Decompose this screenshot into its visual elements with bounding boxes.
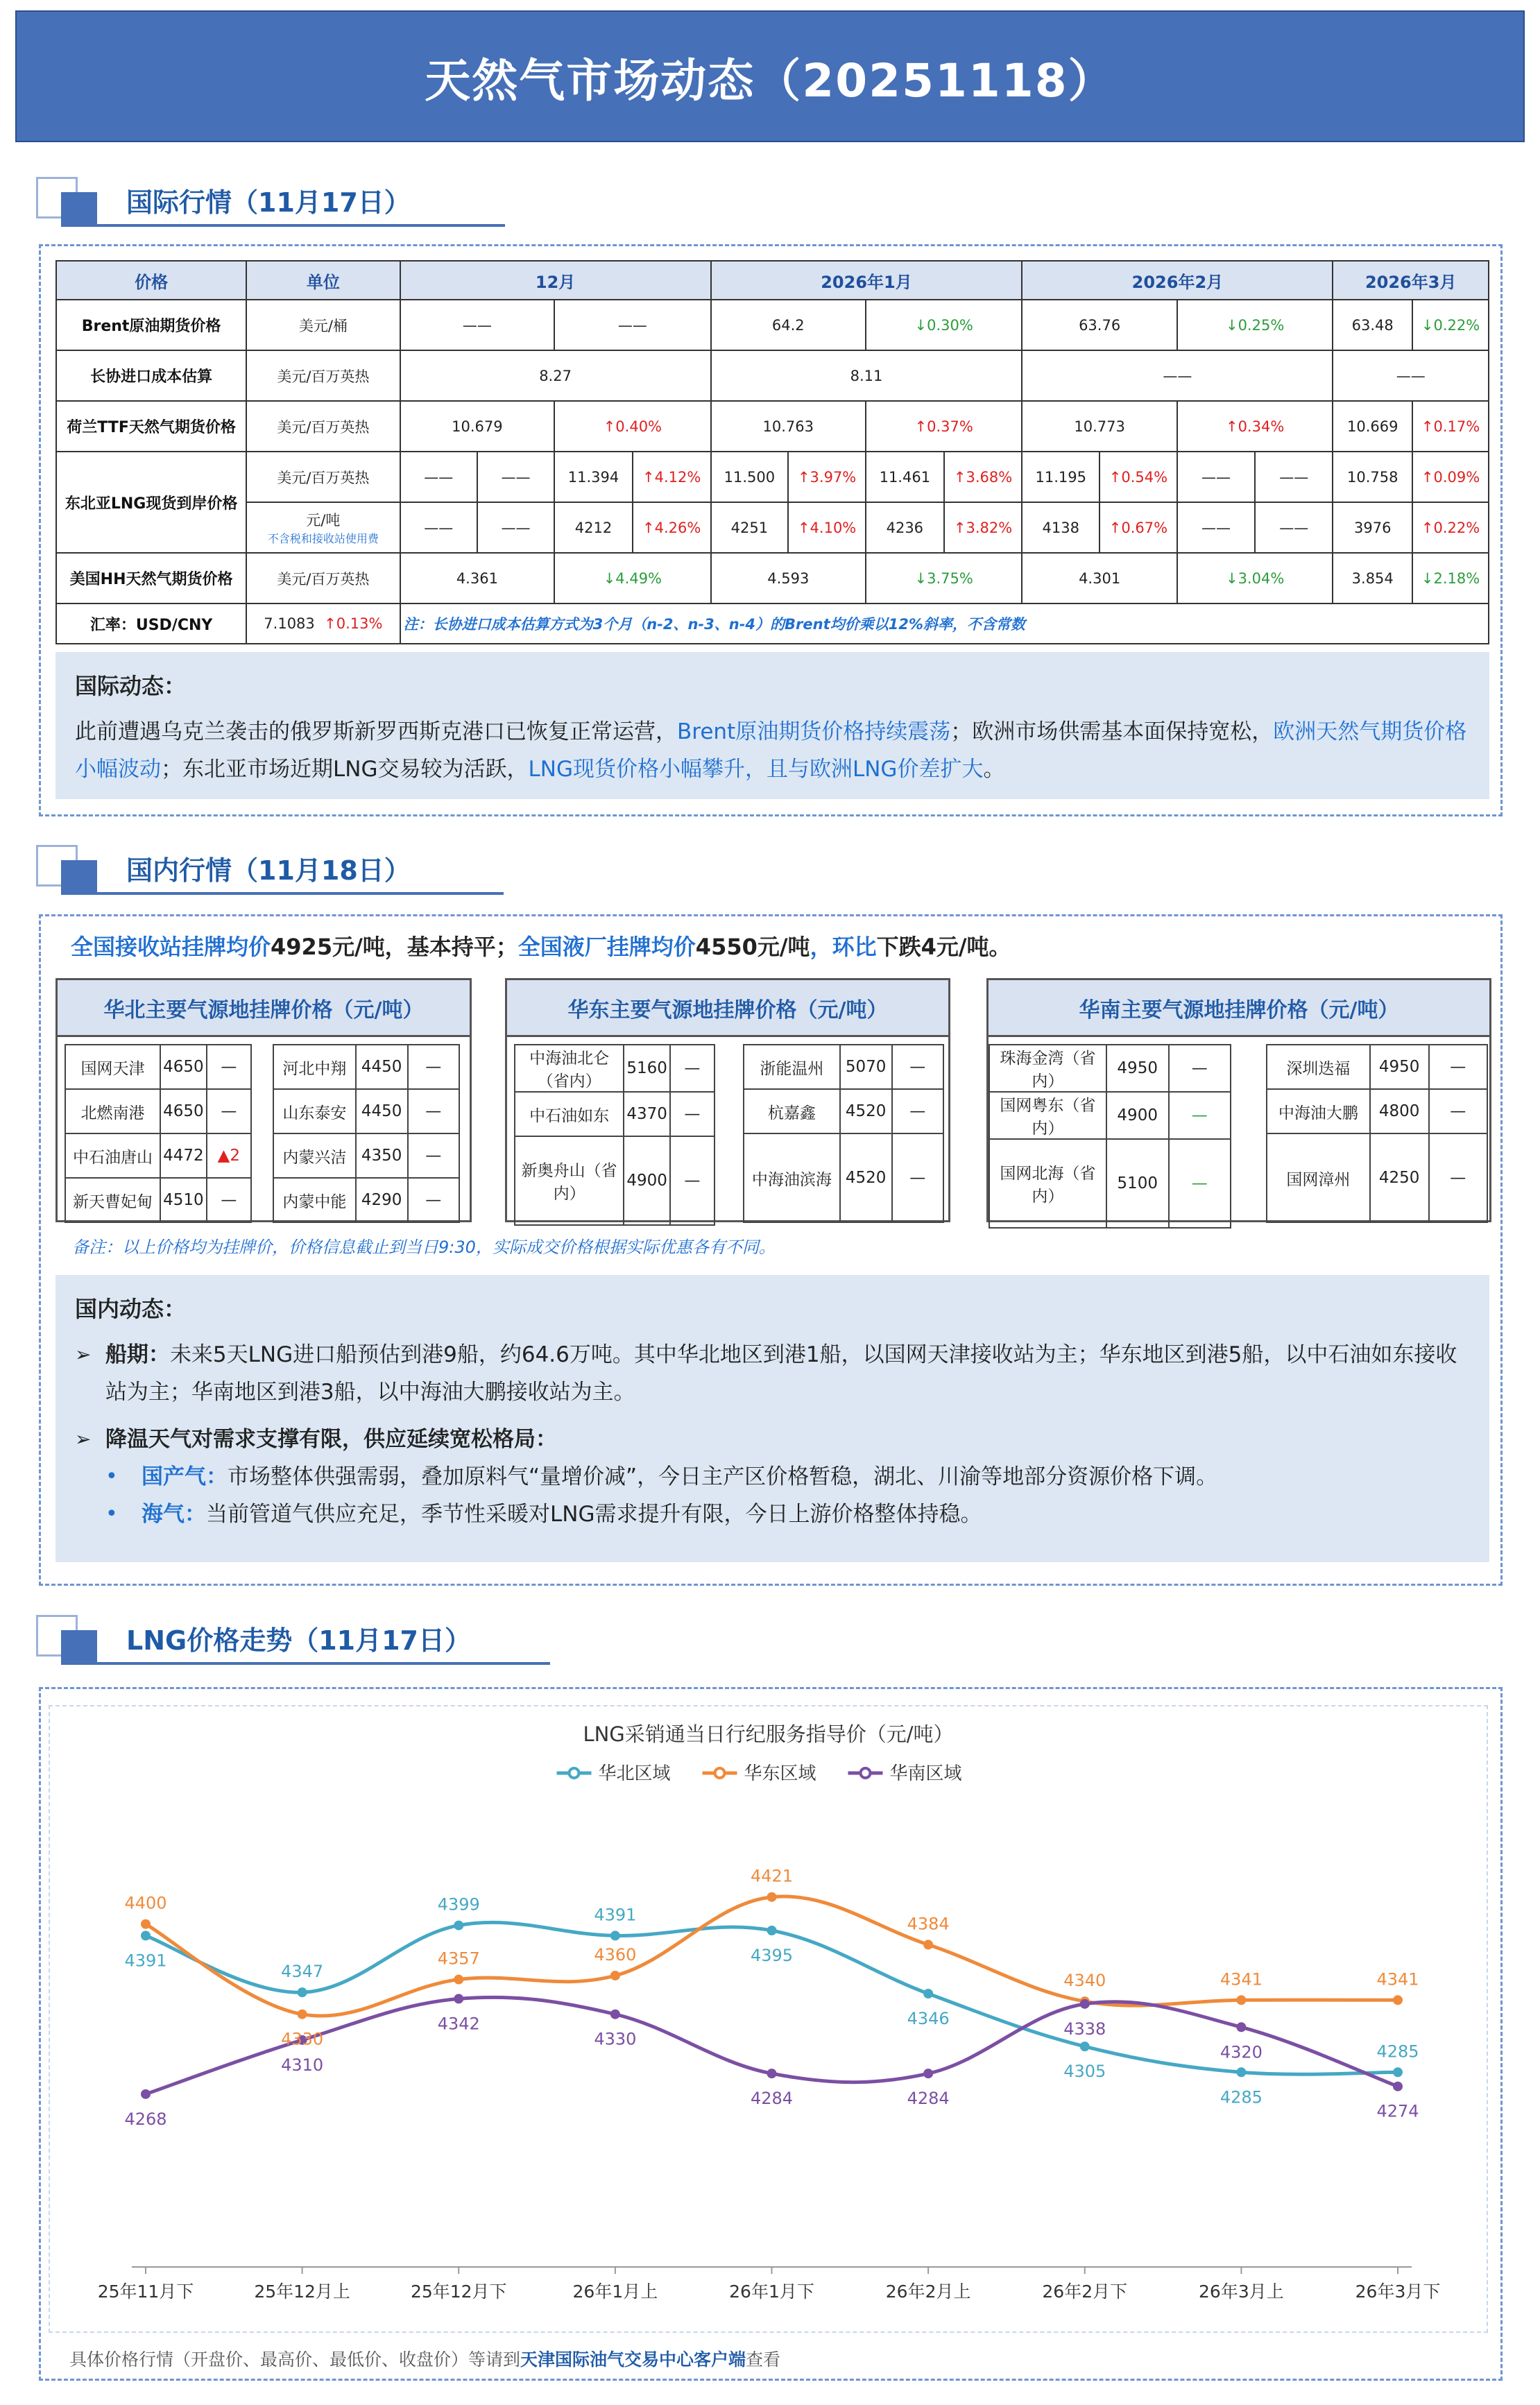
cell: ↑3.97% — [788, 452, 866, 502]
table-row: 新奥舟山（省内） 4900 — — [515, 1136, 715, 1225]
section-header-domestic — [36, 845, 480, 893]
cell: ↓0.25% — [1177, 300, 1333, 350]
cell: 10.669 — [1333, 401, 1412, 452]
row-unit: 元/吨 不含税和接收站使用费 — [246, 502, 400, 553]
row-unit: 美元/百万英热 — [246, 452, 400, 502]
cell: 4212 — [554, 502, 633, 553]
dot-bullet-icon: • — [105, 1502, 118, 1526]
row-unit: 美元/桶 — [246, 300, 400, 350]
data-label: 4285 — [1376, 2042, 1419, 2062]
region-south-table-left — [989, 1044, 1231, 1229]
region-east-panel — [505, 978, 950, 1222]
data-point — [1080, 1999, 1090, 2009]
data-label: 4320 — [1220, 2042, 1263, 2062]
col-header-feb: 2026年2月 — [1022, 261, 1333, 300]
data-label: 4341 — [1220, 1969, 1263, 1989]
section-title-intl: 国际行情（11月17日） — [126, 187, 411, 218]
table-row: 中海油北仑（省内） 5160 — — [515, 1045, 715, 1092]
series-line-2 — [146, 1997, 1398, 2094]
data-point — [923, 1989, 933, 1999]
data-label: 4268 — [124, 2109, 167, 2129]
row-label: 荷兰TTF天然气期货价格 — [56, 401, 246, 452]
cell: ↓2.18% — [1412, 553, 1489, 604]
data-label: 4340 — [1063, 1971, 1106, 1991]
section-header-trend — [36, 1615, 549, 1663]
lng-price-chart — [49, 1705, 1488, 2333]
data-label: 4346 — [907, 2009, 950, 2028]
data-point — [454, 1975, 463, 1985]
row-label: 美国HH天然气期货价格 — [56, 553, 246, 604]
data-point — [923, 2069, 933, 2078]
region-east-table-right — [743, 1044, 944, 1223]
data-label: 4360 — [594, 1945, 637, 1965]
cell: 63.48 — [1333, 300, 1412, 350]
col-header-unit: 单位 — [246, 261, 400, 300]
table-row — [56, 553, 1489, 604]
cell: 10.773 — [1022, 401, 1177, 452]
table-row — [56, 300, 1489, 350]
region-north-panel — [55, 978, 472, 1222]
data-label: 4347 — [281, 1962, 324, 1982]
table-row: 浙能温州 5070 — — [744, 1045, 943, 1089]
col-header-dec: 12月 — [400, 261, 711, 300]
cell: ↑4.10% — [788, 502, 866, 553]
table-row — [56, 350, 1489, 401]
legend-marker-2 — [861, 1768, 871, 1778]
cell: —— — [1177, 452, 1255, 502]
cell: —— — [477, 502, 554, 553]
row-unit: 美元/百万英热 — [246, 553, 400, 604]
data-point — [1236, 1995, 1246, 2005]
row-unit: 美元/百万英热 — [246, 350, 400, 401]
table-row: 国网北海（省内） 5100 — — [989, 1139, 1231, 1228]
data-label: 4310 — [281, 2055, 324, 2075]
data-label: 4285 — [1220, 2087, 1263, 2107]
cell: 4.593 — [711, 553, 866, 604]
table-row: 国网粤东（省内） 4900 — — [989, 1092, 1231, 1139]
region-south-table-right — [1266, 1044, 1488, 1223]
table-row — [56, 502, 1489, 553]
table-row: 国网漳州 4250 — — [1267, 1133, 1487, 1222]
table-row: 珠海金湾（省内） 4950 — — [989, 1045, 1231, 1092]
data-point — [141, 1919, 151, 1929]
region-south-title: 华南主要气源地挂牌价格（元/吨） — [989, 980, 1489, 1037]
cell: ↑3.82% — [944, 502, 1023, 553]
data-label: 4399 — [437, 1894, 480, 1915]
cell: 10.758 — [1333, 452, 1412, 502]
data-label: 4305 — [1063, 2062, 1106, 2082]
data-point — [767, 1926, 777, 1935]
data-point — [767, 2069, 777, 2078]
cell: 4138 — [1022, 502, 1100, 553]
page-title-bar — [15, 10, 1525, 142]
table-row: 内蒙兴洁 4350 — — [273, 1133, 459, 1178]
data-label: 4284 — [750, 2089, 794, 2109]
col-header-price: 价格 — [56, 261, 246, 300]
cell: 63.76 — [1022, 300, 1177, 350]
data-point — [1393, 1995, 1403, 2005]
fx-label: 汇率：USD/CNY — [56, 604, 246, 644]
cell: ↑0.40% — [554, 401, 710, 452]
cell: ↑0.34% — [1177, 401, 1333, 452]
cell: —— — [400, 300, 555, 350]
table-row: 中海油滨海 4520 — — [744, 1133, 943, 1222]
section-title-trend: LNG价格走势（11月17日） — [126, 1625, 471, 1656]
cell: ↓4.49% — [554, 553, 710, 604]
cell: —— — [1333, 350, 1489, 401]
cell: 8.27 — [400, 350, 711, 401]
domestic-news-heading: 国内动态： — [75, 1296, 187, 1322]
row-label: Brent原油期货价格 — [56, 300, 246, 350]
cell: 3.854 — [1333, 553, 1412, 604]
row-unit: 美元/百万英热 — [246, 401, 400, 452]
arrow-bullet-icon: ➢ — [75, 1428, 92, 1450]
cell: ↓0.30% — [866, 300, 1022, 350]
data-point — [454, 1921, 463, 1931]
fx-note: 注：长协进口成本估算方式为3个月（n-2、n-3、n-4）的Brent均价乘以12%斜率，不含常数 — [400, 604, 1489, 644]
intl-table-header — [56, 261, 1489, 300]
table-row: 中石油唐山 4472 ▲2 — [65, 1133, 251, 1178]
section-header-intl — [36, 177, 480, 225]
cell: 11.461 — [866, 452, 944, 502]
table-row: 新天曹妃甸 4510 — — [65, 1178, 251, 1222]
region-north-table-left — [65, 1044, 252, 1223]
x-tick-label: 26年1月下 — [729, 2282, 814, 2302]
region-north-table-right — [273, 1044, 460, 1223]
x-tick-label: 26年3月下 — [1355, 2282, 1441, 2302]
cell: 4.301 — [1022, 553, 1177, 604]
x-tick-label: 26年1月上 — [572, 2282, 658, 2302]
domestic-news-panel — [55, 1275, 1489, 1562]
region-north-title: 华北主要气源地挂牌价格（元/吨） — [58, 980, 470, 1037]
data-point — [1080, 2042, 1090, 2051]
region-east-table-left — [514, 1044, 715, 1226]
cell: ↑0.17% — [1412, 401, 1489, 452]
region-south-panel — [986, 978, 1491, 1222]
cell: 11.195 — [1022, 452, 1100, 502]
data-point — [141, 1931, 151, 1940]
data-point — [767, 1892, 777, 1902]
cell: 3976 — [1333, 502, 1412, 553]
section-title-domestic: 国内行情（11月18日） — [126, 855, 411, 886]
cell: ↓3.75% — [866, 553, 1022, 604]
table-row: 杭嘉鑫 4520 — — [744, 1089, 943, 1133]
cell: 4236 — [866, 502, 944, 553]
region-east-title: 华东主要气源地挂牌价格（元/吨） — [507, 980, 948, 1037]
table-row: 国网天津 4650 — — [65, 1045, 251, 1089]
data-point — [298, 1987, 307, 1997]
table-row: 中海油大鹏 4800 — — [1267, 1089, 1487, 1133]
client-link[interactable]: 天津国际油气交易中心客户端 — [520, 2350, 746, 2370]
price-remark: 备注：以上价格均为挂牌价，价格信息截止到当日9:30，实际成交价格根据实际优惠各有不同。 — [72, 1238, 776, 1257]
cell: 4.361 — [400, 553, 555, 604]
sub-bullet-domestic-gas: • 国产气：市场整体供强需弱，叠加原料气“量增价减”，今日主产区价格暂稳，湖北、川渝等地部分资源价格下调。 — [105, 1458, 1470, 1496]
cell: —— — [400, 452, 477, 502]
legend-label-0: 华北区域 — [598, 1763, 671, 1784]
x-tick-label: 26年2月上 — [885, 2282, 971, 2302]
data-label: 4357 — [437, 1949, 480, 1969]
cell: —— — [1255, 502, 1333, 553]
cell: —— — [1177, 502, 1255, 553]
data-label: 4384 — [907, 1914, 950, 1934]
intl-news-heading: 国际动态： — [75, 673, 187, 699]
cell: ↑0.67% — [1100, 502, 1177, 553]
fx-value: 7.1083 — [264, 615, 315, 632]
row-label: 长协进口成本估算 — [56, 350, 246, 401]
cell: ↑0.37% — [866, 401, 1022, 452]
data-label: 4342 — [437, 2014, 480, 2034]
data-label: 4391 — [124, 1951, 167, 1971]
data-label: 4330 — [281, 2029, 324, 2049]
cell: ↑0.09% — [1412, 452, 1489, 502]
data-label: 4338 — [1063, 2019, 1106, 2039]
data-point — [298, 2010, 307, 2019]
col-header-mar: 2026年3月 — [1333, 261, 1489, 300]
fx-change: ↑0.13% — [324, 615, 383, 632]
table-row: 山东泰安 4450 — — [273, 1089, 459, 1133]
intl-price-table — [55, 260, 1489, 644]
row-label: 东北亚LNG现货到岸价格 — [56, 452, 246, 553]
data-point — [923, 1940, 933, 1949]
legend-label-2: 华南区域 — [889, 1763, 962, 1784]
cell: ↑0.22% — [1412, 502, 1489, 553]
data-point — [610, 2010, 620, 2019]
legend-marker-1 — [715, 1768, 725, 1778]
x-tick-label: 25年12月下 — [410, 2282, 507, 2302]
table-row: 深圳迭福 4950 — — [1267, 1045, 1487, 1089]
cell: —— — [400, 502, 477, 553]
data-label: 4284 — [907, 2089, 950, 2109]
cell: 11.394 — [554, 452, 633, 502]
chart-title: LNG采销通当日行纪服务指导价（元/吨） — [583, 1722, 954, 1746]
table-row-fx — [56, 604, 1489, 644]
sub-bullet-sea-gas: • 海气：当前管道气供应充足，季节性采暖对LNG需求提升有限，今日上游价格整体持稳。 — [105, 1496, 1470, 1533]
cell: ↓3.04% — [1177, 553, 1333, 604]
cell: ↑4.26% — [633, 502, 711, 553]
data-point — [1236, 2067, 1246, 2077]
x-tick-label: 25年12月上 — [254, 2282, 350, 2302]
footer-note: 具体价格行情（开盘价、最高价、最低价、收盘价）等请到天津国际油气交易中心客户端查看 — [69, 2350, 781, 2370]
cell: 4251 — [711, 502, 789, 553]
dot-bullet-icon: • — [105, 1464, 118, 1489]
data-label: 4421 — [750, 1866, 794, 1886]
page-title: 天然气市场动态（20251118） — [425, 53, 1115, 108]
intl-news-panel — [55, 652, 1489, 799]
cell: 64.2 — [711, 300, 866, 350]
data-label: 4400 — [124, 1893, 167, 1913]
cell: ↓0.22% — [1412, 300, 1489, 350]
arrow-bullet-icon: ➢ — [75, 1343, 92, 1366]
cell: ↑0.54% — [1100, 452, 1177, 502]
data-point — [1393, 2067, 1403, 2077]
intl-news-text: 此前遭遇乌克兰袭击的俄罗斯新罗西斯克港口已恢复正常运营，Brent原油期货价格持续震荡；欧洲市场供需基本面保持宽松，欧洲天然气期货价格小幅波动；东北亚市场近期LNG交易较为活跃，LNG现货价格小幅攀升，且与欧洲LNG价差扩大。 — [75, 719, 1467, 782]
cell: 10.679 — [400, 401, 555, 452]
data-label: 4341 — [1376, 1969, 1419, 1989]
cell: 11.500 — [711, 452, 789, 502]
cell: —— — [1255, 452, 1333, 502]
data-label: 4274 — [1376, 2101, 1419, 2121]
data-point — [1236, 2022, 1246, 2032]
bullet-shipping: ➢ 船期：未来5天LNG进口船预估到港9船，约64.6万吨。其中华北地区到港1船，以国网天津接收站为主；华东地区到港5船，以中石油如东接收站为主；华南地区到港3船，以中海油大鹏接收站为主。 — [75, 1336, 1470, 1411]
cell: —— — [477, 452, 554, 502]
cell: —— — [554, 300, 710, 350]
table-row: 中石油如东 4370 — — [515, 1092, 715, 1136]
cell: 8.11 — [711, 350, 1023, 401]
cell: —— — [1022, 350, 1333, 401]
data-point — [454, 1994, 463, 2003]
cell: 10.763 — [711, 401, 866, 452]
x-tick-label: 26年3月上 — [1199, 2282, 1284, 2302]
cell: ↑4.12% — [633, 452, 711, 502]
table-row: 内蒙中能 4290 — — [273, 1178, 459, 1222]
data-point — [141, 2089, 151, 2099]
col-header-jan: 2026年1月 — [711, 261, 1023, 300]
domestic-summary: 全国接收站挂牌均价4925元/吨，基本持平；全国液厂挂牌均价4550元/吨，环比下跌4元/吨。 — [71, 934, 1011, 960]
legend-marker-0 — [570, 1768, 579, 1778]
table-row — [56, 401, 1489, 452]
data-point — [610, 1971, 620, 1980]
cell: ↑3.68% — [944, 452, 1023, 502]
bullet-weather: ➢ 降温天气对需求支撑有限，供应延续宽松格局： — [75, 1421, 1470, 1458]
data-point — [1393, 2082, 1403, 2091]
table-row: 北燃南港 4650 — — [65, 1089, 251, 1133]
x-tick-label: 26年2月下 — [1042, 2282, 1128, 2302]
data-label: 4330 — [594, 2029, 637, 2049]
table-row — [56, 452, 1489, 502]
data-label: 4395 — [750, 1946, 794, 1965]
x-tick-label: 25年11月下 — [97, 2282, 194, 2302]
fx-cell — [246, 604, 400, 644]
data-label: 4391 — [594, 1905, 637, 1925]
table-row: 河北中翔 4450 — — [273, 1045, 459, 1089]
legend-label-1: 华东区域 — [744, 1763, 816, 1784]
data-point — [610, 1931, 620, 1940]
